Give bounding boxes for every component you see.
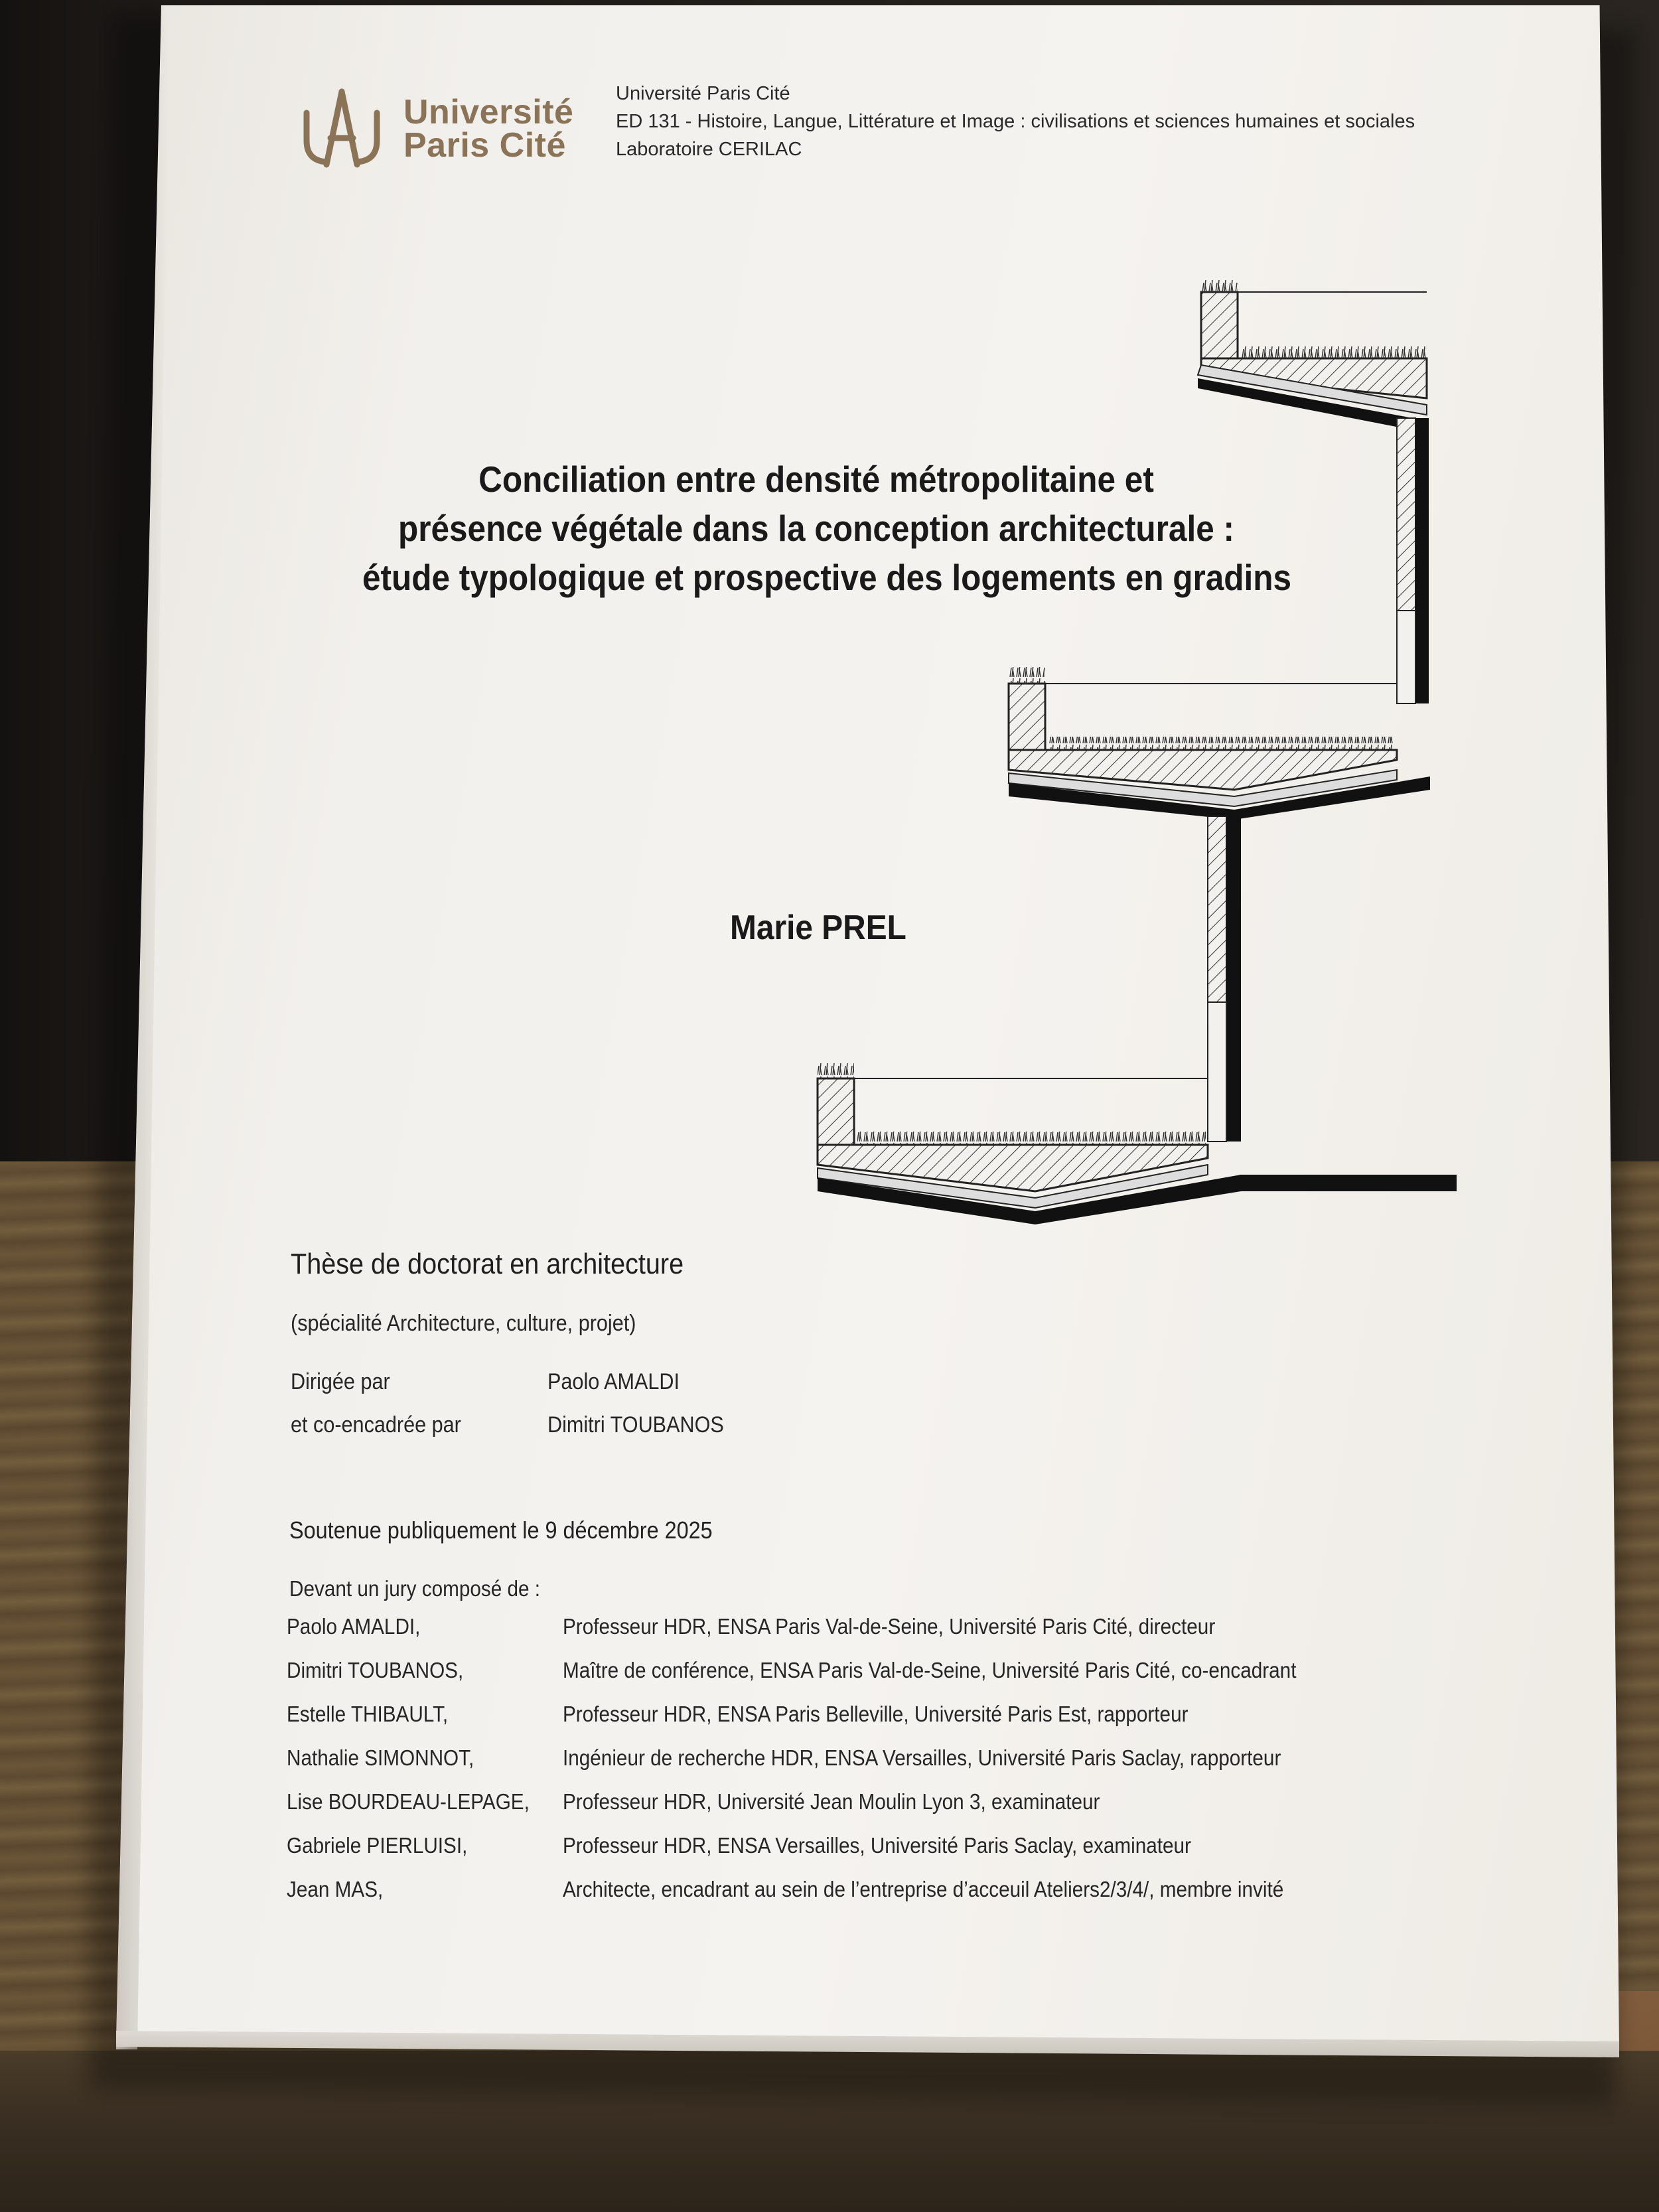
jury-role: Professeur HDR, Université Jean Moulin Lyon 3, examinateur bbox=[563, 1789, 1100, 1814]
jury-role: Ingénieur de recherche HDR, ENSA Versailles, Université Paris Saclay, rapporteur bbox=[563, 1745, 1281, 1770]
thesis-type: Thèse de doctorat en architecture bbox=[291, 1248, 684, 1280]
jury-name: Jean MAS, bbox=[287, 1877, 384, 1901]
jury-name: Estelle THIBAULT, bbox=[287, 1702, 449, 1726]
jury-name: Lise BOURDEAU-LEPAGE, bbox=[287, 1789, 530, 1814]
co-supervisor-label: et co-encadrée par bbox=[291, 1412, 461, 1438]
supervisor-label: Dirigée par bbox=[291, 1369, 390, 1394]
jury-role: Maître de conférence, ENSA Paris Val-de-Seine, Université Paris Cité, co-encadrant bbox=[563, 1658, 1297, 1682]
university-logo-icon bbox=[299, 86, 385, 173]
title-line: présence végétale dans la conception architecturale : bbox=[398, 508, 1234, 549]
author-name: Marie PREL bbox=[730, 909, 906, 947]
wall-lower bbox=[1208, 816, 1241, 1142]
terraced-housing-section-drawing bbox=[810, 265, 1460, 1228]
jury-role: Professeur HDR, ENSA Versailles, Université Paris Saclay, examinateur bbox=[563, 1833, 1191, 1858]
jury-role: Professeur HDR, ENSA Paris Val-de-Seine, Université Paris Cité, directeur bbox=[563, 1614, 1216, 1639]
thesis-speciality: (spécialité Architecture, culture, projet) bbox=[291, 1311, 636, 1336]
jury-role: Architecte, encadrant au sein de l’entreprise d’acceuil Ateliers2/3/4/, membre invité bbox=[563, 1877, 1284, 1901]
title-line: Conciliation entre densité métropolitaine et bbox=[478, 459, 1154, 500]
supervisor-name: Paolo AMALDI bbox=[547, 1369, 680, 1394]
logo-line-2: Paris Cité bbox=[403, 126, 566, 165]
jury-name: Nathalie SIMONNOT, bbox=[287, 1745, 474, 1770]
university-logo-wordmark bbox=[403, 93, 574, 165]
jury-name: Dimitri TOUBANOS, bbox=[287, 1658, 464, 1682]
supervisor-row bbox=[291, 1369, 680, 1395]
university-logo bbox=[299, 86, 581, 173]
jury-role: Professeur HDR, ENSA Paris Belleville, Université Paris Est, rapporteur bbox=[563, 1702, 1189, 1726]
logo-line-1: Université bbox=[403, 93, 574, 131]
terrace-top bbox=[1198, 279, 1427, 431]
institution-name: Université Paris Cité bbox=[616, 83, 790, 104]
co-supervisor-row bbox=[291, 1412, 724, 1438]
co-supervisor-name: Dimitri TOUBANOS bbox=[547, 1412, 724, 1438]
jury-name: Gabriele PIERLUISI, bbox=[287, 1833, 468, 1858]
wall-upper bbox=[1397, 418, 1429, 703]
doctoral-school: ED 131 - Histoire, Langue, Littérature et Image : civilisations et sciences humaines et sociales bbox=[616, 111, 1415, 132]
jury-name: Paolo AMALDI, bbox=[287, 1614, 421, 1639]
laboratory: Laboratoire CERILAC bbox=[616, 139, 802, 160]
title-line: étude typologique et prospective des logements en gradins bbox=[362, 557, 1292, 598]
terrace-bottom bbox=[818, 1062, 1457, 1224]
jury-heading: Devant un jury composé de : bbox=[289, 1576, 541, 1601]
terrace-middle bbox=[1009, 667, 1430, 820]
defense-date: Soutenue publiquement le 9 décembre 2025 bbox=[289, 1516, 713, 1544]
institution-block bbox=[616, 80, 1415, 163]
